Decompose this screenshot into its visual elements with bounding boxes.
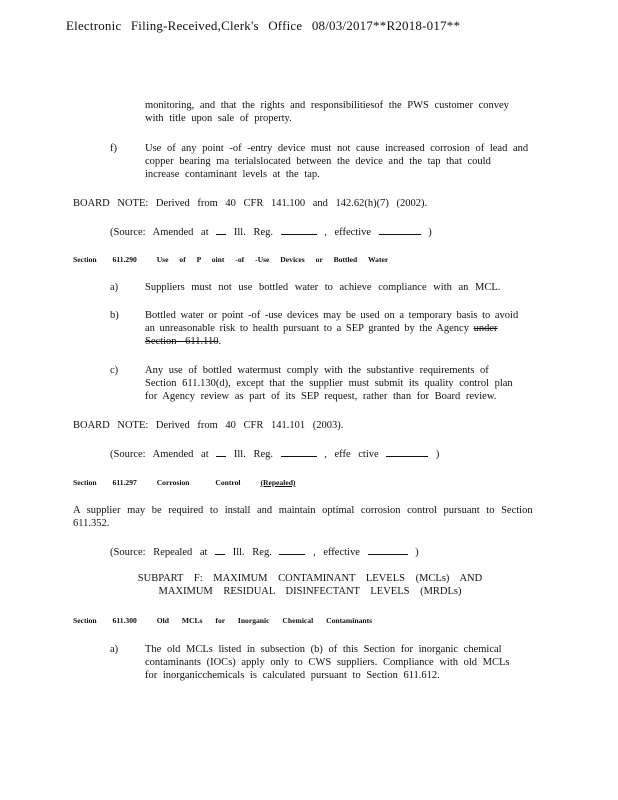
source-text: Ill. Reg. <box>233 449 274 460</box>
section-number: 611.290 <box>112 255 137 264</box>
blank-page <box>279 545 305 555</box>
struck-text: under <box>473 323 498 334</box>
text-segment: an unreasonable risk to health pursuant to a SEP granted by the Agency <box>145 323 469 334</box>
text-line: Bottled water or point -of -use devices may be used on a temporary basis to avoid <box>145 310 519 321</box>
item-a-text: Suppliers must not use bottled water to achieve compliance with an MCL. <box>145 282 501 293</box>
item-b-text <box>145 309 518 348</box>
blank-page <box>281 225 317 235</box>
source-text: (Source: Amended at <box>110 227 209 238</box>
paragraph-continuation <box>145 99 509 125</box>
blank-volume <box>216 225 226 235</box>
section-number: 611.300 <box>112 616 137 625</box>
item-label-b: b) <box>110 310 119 321</box>
item-a-611-300-text <box>145 643 510 682</box>
text-line: for inorganicchemicals is calculated pursuant to Section 611.612. <box>145 670 440 681</box>
blank-volume <box>215 545 225 555</box>
filing-header: Electronic Filing-Received,Clerk's Office 08/03/2017**R2018-017** <box>66 18 461 33</box>
item-f-text <box>145 142 528 181</box>
source-text: ) <box>428 227 432 238</box>
blank-page <box>281 447 317 457</box>
text-line: with title upon sale of property. <box>145 113 292 124</box>
source-text: , effective <box>313 547 360 558</box>
source-text: , effe ctive <box>324 449 379 460</box>
section-title: Old MCLs for Inorganic Chemical Contaminants <box>156 616 373 625</box>
text-line: Use of any point -of -entry device must not cause increased corrosion of lead and <box>145 143 529 154</box>
item-label-a: a) <box>110 282 119 293</box>
text-line: for Agency review as part of its SEP request, rather than for Board review. <box>145 391 497 402</box>
source-text: Ill. Reg. <box>233 227 274 238</box>
section-heading-611-300 <box>73 616 372 625</box>
text-line: monitoring, and that the rights and responsibilitiesof the PWS customer convey <box>145 100 509 111</box>
source-note <box>110 447 439 461</box>
source-text: (Source: Amended at <box>110 449 209 460</box>
blank-date <box>379 225 421 235</box>
source-note <box>110 225 432 239</box>
subpart-heading <box>120 572 500 598</box>
text-segment: . <box>218 336 222 347</box>
section-label: Section <box>73 255 97 264</box>
text-line: A supplier may be required to install and maintain optimal corrosion control pursuant to Section <box>73 505 533 516</box>
section-title: Corrosion Control <box>156 478 241 487</box>
text-line: Any use of bottled watermust comply with the substantive requirements of <box>145 365 489 376</box>
text-line: The old MCLs listed in subsection (b) of this Section for inorganic chemical <box>145 644 502 655</box>
subpart-line: SUBPART F: MAXIMUM CONTAMINANT LEVELS (MCLs) AND <box>137 573 483 584</box>
text-line: copper bearing ma terialslocated between the device and the tap that could <box>145 156 491 167</box>
item-label-a: a) <box>110 644 119 655</box>
item-label-f: f) <box>110 143 117 154</box>
repealed-marker: (Repealed) <box>260 478 296 487</box>
board-note: BOARD NOTE: Derived from 40 CFR 141.101 (2003). <box>73 420 344 431</box>
item-c-text <box>145 364 513 403</box>
text-line <box>145 322 518 335</box>
board-note: BOARD NOTE: Derived from 40 CFR 141.100 and 142.62(h)(7) (2002). <box>73 198 428 209</box>
item-label-c: c) <box>110 365 119 376</box>
source-text: (Source: Repealed at <box>110 547 208 558</box>
subpart-line: MAXIMUM RESIDUAL DISINFECTANT LEVELS (MRDLs) <box>158 586 462 597</box>
text-line: increase contaminant levels at the tap. <box>145 169 320 180</box>
section-number: 611.297 <box>112 478 137 487</box>
blank-date <box>386 447 428 457</box>
source-text: , effective <box>324 227 372 238</box>
text-line <box>145 335 518 348</box>
blank-date <box>368 545 408 555</box>
blank-volume <box>216 447 226 457</box>
source-text: ) <box>415 547 419 558</box>
text-line: 611.352. <box>73 518 110 529</box>
section-label: Section <box>73 478 97 487</box>
text-line: Section 611.130(d), except that the supplier must submit its quality control plan <box>145 378 513 389</box>
section-title: Use of P oint -of -Use Devices or Bottled Water <box>156 255 389 264</box>
supplier-paragraph <box>73 504 533 530</box>
source-text: ) <box>435 449 440 460</box>
section-heading-611-297 <box>73 478 319 487</box>
section-label: Section <box>73 616 97 625</box>
text-line: contaminants (IOCs) apply only to CWS suppliers. Compliance with old MCLs <box>145 657 510 668</box>
section-heading-611-290 <box>73 255 388 264</box>
source-note <box>110 545 419 559</box>
source-text: Ill. Reg. <box>232 547 272 558</box>
struck-text: Section 611.110 <box>145 336 219 347</box>
